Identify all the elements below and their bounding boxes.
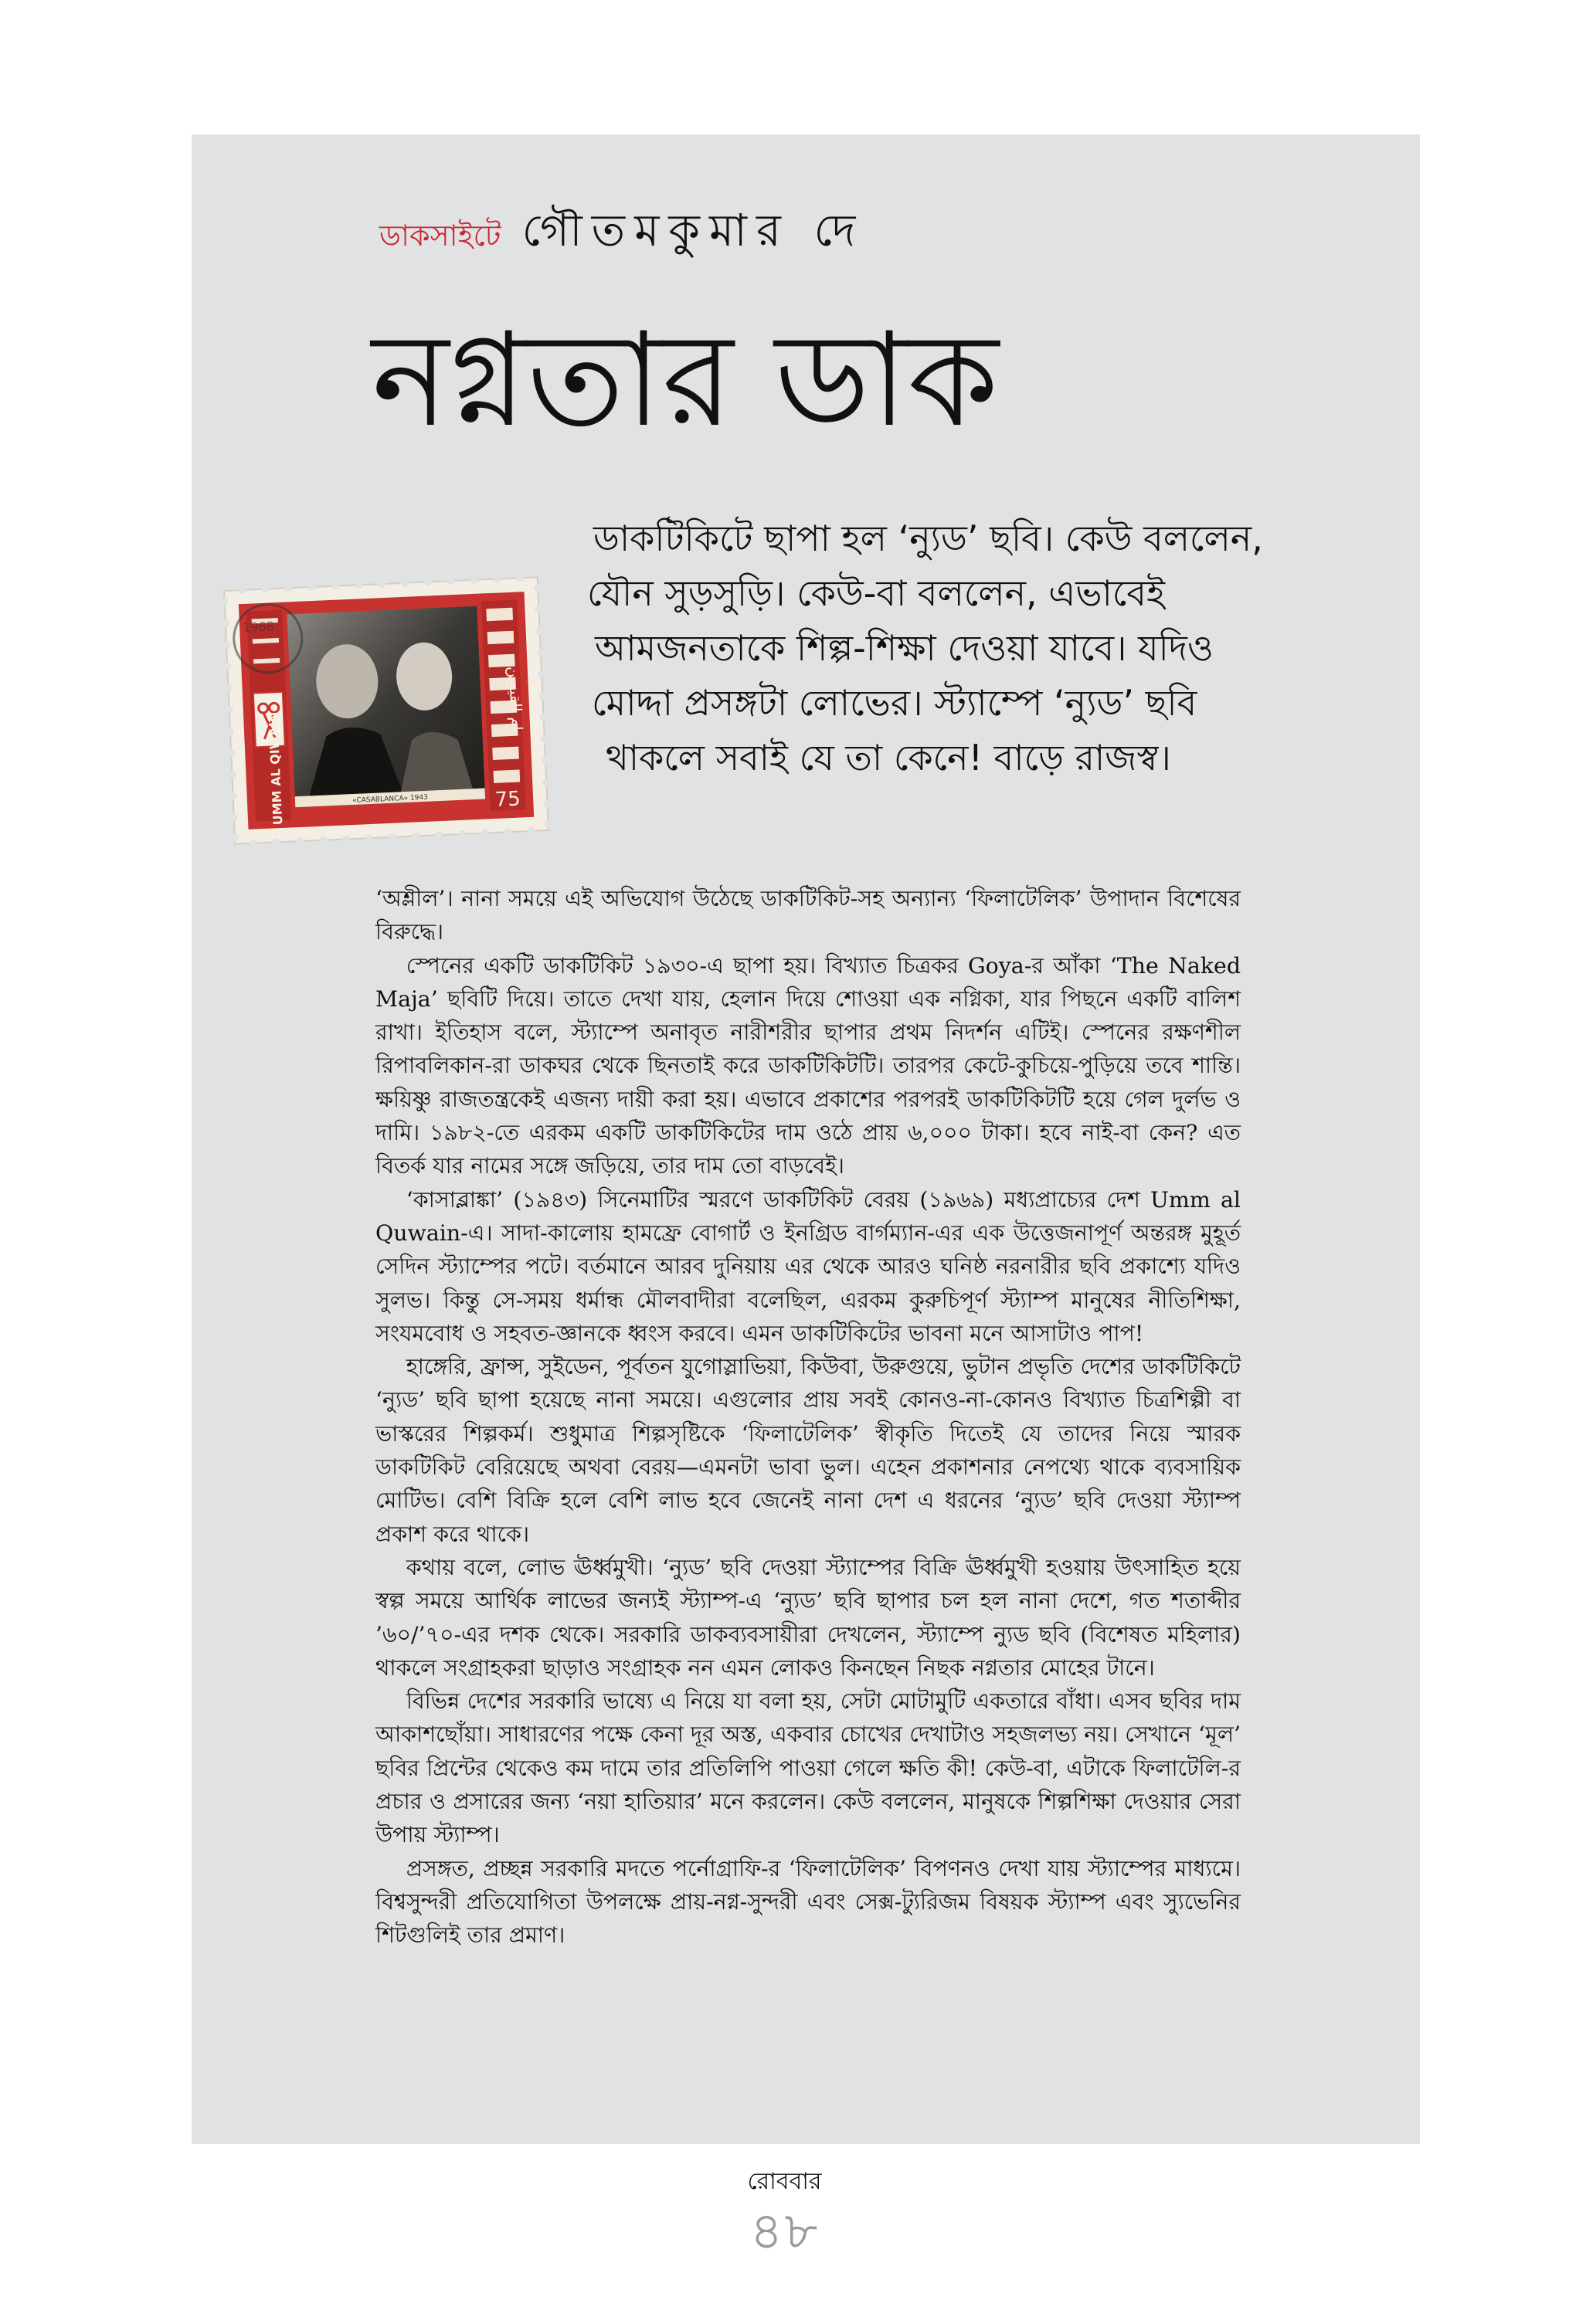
stamp-postmark-year: 1968: [242, 619, 275, 635]
stamp-image: [219, 572, 553, 849]
lead-line: ডাকটিকিটে ছাপা হল ‘ন্যুড’ ছবি। কেউ বললেন,: [593, 517, 1263, 559]
stamp-value: 75: [494, 787, 521, 812]
byline: [379, 196, 864, 271]
article-panel: [192, 134, 1420, 2144]
page-number: ৪৮: [749, 2201, 820, 2261]
headline: নগ্নতার ডাক: [372, 304, 999, 456]
body-paragraph: ‘অশ্লীল’। নানা সময়ে এই অভিযোগ উঠেছে ডাকটিকিট-সহ অন্যান্য ‘ফিলাটেলিক’ উপাদান বিশেষের বিরুদ্ধে।: [375, 886, 1241, 945]
body-paragraph: হাঙ্গেরি, ফ্রান্স, সুইডেন, পূর্বতন যুগোস্লাভিয়া, কিউবা, উরুগুয়ে, ভুটান প্রভৃতি দেশের ডাকটিকিটে ‘ন্যুড’ ছবি ছাপা হয়েছে নানা সময়ে। এগুলোর প্রায় সবই কোনও-না-কোনও বিখ্যাত চিত্রশিল্পী বা ভাস্করের শিল্পকর্ম। শুধুমাত্র শিল্পসৃষ্টিকে ‘ফিলাটেলিক’ স্বীকৃতি দিতেই যে তাদের নিয়ে স্মারক ডাকটিকিট বেরিয়েছে অথবা বেরয়—এমনটা ভাবা ভুল। এহেন প্রকাশনার নেপথ্যে থাকে ব্যবসায়িক মোটিভ। বেশি বিক্রি হলে বেশি লাভ হবে জেনেই নানা দেশ এ ধরনের ‘ন্যুড’ ছবি দেওয়া স্ট্যাম্প প্রকাশ করে থাকে।: [375, 1354, 1241, 1547]
lead-line: আমজনতাকে শিল্প-শিক্ষা দেওয়া যাবে। যদিও: [595, 627, 1214, 669]
body-paragraph: কথায় বলে, লোভ ঊর্ধ্বমুখী। ‘ন্যুড’ ছবি দেওয়া স্ট্যাম্পের বিক্রি ঊর্ধ্বমুখী হওয়ায় উৎসাহিত হয়ে স্বল্প সময়ে আর্থিক লাভের জন্যই স্ট্যাম্প-এ ‘ন্যুড’ ছবি ছাপার চল হল নানা দেশে, গত শতাব্দীর ’৬০/’৭০-এর দশক থেকে। সরকারি ডাকব্যবসায়ীরা দেখলেন, স্ট্যাম্পে ন্যুড ছবি (বিশেষত মহিলার) থাকলে সংগ্রাহকরা ছাড়াও সংগ্রাহক নন এমন লোকও কিনছেন নিছক নগ্নতার মোহের টানে।: [375, 1554, 1241, 1681]
stamp-country: UMM AL QIWAIN: [265, 711, 286, 826]
article-body: [375, 882, 1241, 1952]
magazine-name: রোববার: [747, 2168, 822, 2195]
body-paragraph: ‘কাসাব্লাঙ্কা’ (১৯৪৩) সিনেমাটির স্মরণে ডাকটিকিট বেরয় (১৯৬৯) মধ্যপ্রাচ্যের দেশ Umm al Quwain-এ। সাদা-কালোয় হামফ্রে বোগার্ট ও ইনগ্রিড বার্গম্যান-এর এক উত্তেজনাপূর্ণ অন্তরঙ্গ মুহূর্ত সেদিন স্ট্যাম্পের পটে। বর্তমানে আরব দুনিয়ায় এর থেকে আরও ঘনিষ্ঠ নরনারীর ছবি প্রকাশ্যে যদিও সুলভ। কিন্তু সে-সময় ধর্মান্ধ মৌলবাদীরা বলেছিল, এরকম কুরুচিপূর্ণ স্ট্যাম্প মানুষের নীতিশিক্ষা, সংযমবোধ ও সহবত-জ্ঞানকে ধ্বংস করবে। এমন ডাকটিকিটের ভাবনা মনে আসাটাও পাপ!: [375, 1186, 1241, 1346]
stamp-caption: «CASABLANCA» 1943: [351, 793, 429, 806]
lead-line: যৌন সুড়সুড়ি। কেউ-বা বললেন, এভাবেই: [587, 572, 1165, 614]
lead-line: থাকলে সবাই যে তা কেনে! বাড়ে রাজস্ব।: [606, 737, 1171, 779]
body-paragraph: স্পেনের একটি ডাকটিকিট ১৯৩০-এ ছাপা হয়। বিখ্যাত চিত্রকর Goya-র আঁকা ‘The Naked Maja’ ছবিটি দিয়ে। তাতে দেখা যায়, হেলান দিয়ে শোওয়া এক নগ্নিকা, যার পিছনে একটি বালিশ রাখা। ইতিহাস বলে, স্ট্যাম্পে অনাবৃত নারীশরীর ছাপার প্রথম নিদর্শন এটিই। স্পেনের রক্ষণশীল রিপাবলিকান-রা ডাকঘর থেকে ছিনতাই করে ডাকটিকিটটি। তারপর কেটে-কুচিয়ে-পুড়িয়ে তবে শান্তি। ক্ষয়িষ্ণু রাজতন্ত্রকেই এজন্য দায়ী করা হয়। এভাবে প্রকাশের পরপরই ডাকটিকিটটি হয়ে গেল দুর্লভ ও দামি। ১৯৮২-তে এরকম একটি ডাকটিকিটের দাম ওঠে প্রায় ৬,০০০ টাকা। হবে নাই-বা কেন? এত বিতর্ক যার নামের সঙ্গে জড়িয়ে, তার দাম তো বাড়বেই।: [375, 952, 1241, 1179]
lead-paragraph: [570, 511, 1404, 785]
lead-line: মোদ্দা প্রসঙ্গটা লোভের। স্ট্যাম্পে ‘ন্যুড’ ছবি: [592, 682, 1197, 724]
body-paragraph: প্রসঙ্গত, প্রচ্ছন্ন সরকারি মদতে পর্নোগ্রাফি-র ‘ফিলাটেলিক’ বিপণনও দেখা যায় স্ট্যাম্পের মাধ্যমে। বিশ্বসুন্দরী প্রতিযোগিতা উপলক্ষে প্রায়-নগ্ন-সুন্দরী এবং সেক্স-ট্যুরিজম বিষয়ক স্ট্যাম্প এবং স্যুভেনির শিটগুলিই তার প্রমাণ।: [375, 1855, 1241, 1949]
body-paragraph: বিভিন্ন দেশের সরকারি ভাষ্যে এ নিয়ে যা বলা হয়, সেটা মোটামুটি একতারে বাঁধা। এসব ছবির দাম আকাশছোঁয়া। সাধারণের পক্ষে কেনা দূর অস্ত, একবার চোখের দেখাটাও সহজলভ্য নয়। সেখানে ‘মূল’ ছবির প্রিন্টের থেকেও কম দামে তার প্রতিলিপি পাওয়া গেলে ক্ষতি কী! কেউ-বা, এটাকে ফিলাটেলি-র প্রচার ও প্রসারের জন্য ‘নয়া হাতিয়ার’ মনে করলেন। কেউ বললেন, মানুষকে শিল্পশিক্ষা দেওয়ার সেরা উপায় স্ট্যাম্প।: [375, 1688, 1241, 1848]
author-name: গৌতমকুমার দে: [521, 204, 865, 256]
stamp-arabic: ام القيوين: [504, 666, 527, 731]
section-label: ডাকসাইটে: [379, 219, 501, 253]
